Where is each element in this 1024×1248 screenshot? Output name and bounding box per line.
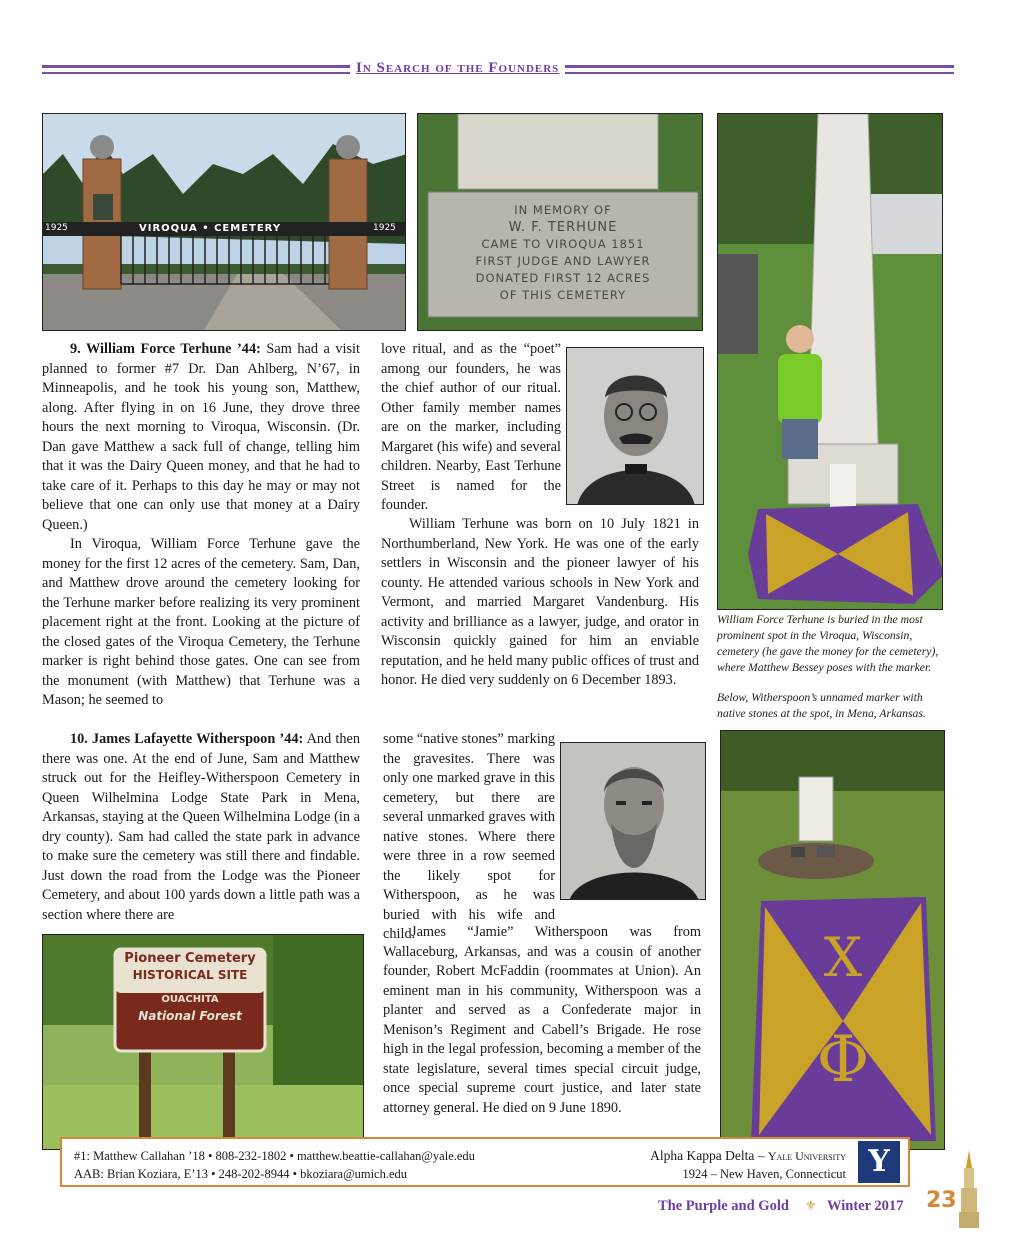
- section10-text: And then there was one. At the end of June, Sam and Matthew struck out for the Heifley-Witherspoon Cemetery in Queen Wilhelmina Lodge State Park in Mena, Arkansas, staying at the Queen Wilhelmina Lodge (in a dry county). Sam had called the state park in advance to make sure the cemetery was still there and findable. Just down the road from the Lodge was the Pioneer Cemetery, and about 100 yards down a little path was a section where there are: [42, 731, 360, 923]
- section9-paragraph2: In Viroqua, William Force Terhune gave the money for the first 12 acres of the cemetery. Sam, Dan, and Matthew drove around the cemetery looking for the Terhune marker before realizing its very prominent placement right at the front. Looking at the picture of the closed gates of the Viroqua Cemetery, the Terhune marker is right behind those gates. One can see from the monument (with Matthew) that Terhune was a Mason; he seemed to: [42, 536, 360, 708]
- witherspoon-caption: Below, Witherspoon’s unnamed marker with native stones at the spot, in Mena, Arkansas.: [717, 691, 926, 720]
- yale-logo-letter: Y: [868, 1144, 890, 1179]
- footer-contact-box: [60, 1137, 910, 1187]
- chapter-name: Alpha Kappa Delta: [650, 1148, 755, 1163]
- yale-logo-icon: [858, 1141, 900, 1183]
- terhune-caption: William Force Terhune is buried in the most prominent spot in the Viroqua, Wisconsin, cemetery (he gave the money for the cemetery), where Matthew Bessey poses with the marker.: [717, 613, 939, 674]
- school-name: Yale University: [767, 1149, 846, 1163]
- section9-col2-bottom: [381, 515, 699, 691]
- crest-icon: ⚜: [805, 1198, 817, 1213]
- section10-col2-paragraph1: some “native stones” marking the gravesites. There was only one marked grave in this cemetery, but there are several unmarked graves with native stones. Where there were three in a row seemed the likely spot for Witherspoon, as he was buried with his wife and child.: [383, 731, 555, 942]
- marker-inscription: [438, 202, 688, 304]
- footer-chapter-info: [650, 1147, 846, 1183]
- issue-season: Winter 2017: [827, 1198, 904, 1214]
- section10-col1: [42, 730, 360, 925]
- sign-line-2: HISTORICAL SITE: [132, 968, 248, 982]
- marker-line: OF THIS CEMETERY: [499, 288, 627, 302]
- section9-col2-paragraph2: William Terhune was born on 10 July 1821 in Northumberland, New York. He was one of the early settlers in Wisconsin and the pioneer lawyer of his county. He attended various schools in New York and Vermont, and married Margaret Vandenburg. His activity and brilliance as a lawyer, judge, and orator in Wisconsin quickly gained for him an enviable reputation, and he held many public offices of trust and honor. He died very suddenly on 6 December 1893.: [381, 516, 699, 688]
- section-title: In Search of the Founders: [350, 60, 565, 77]
- terhune-marker-photo: [417, 113, 703, 331]
- marker-line: DONATED FIRST 12 ACRES: [475, 271, 651, 285]
- sign-line-1: Pioneer Cemetery: [124, 951, 256, 966]
- section9-col2-paragraph1: love ritual, and as the “poet” among our founders, he was the chief author of our ritual. Other family member names are on the marker, including Margaret (his wife) and several children. Nearby, East Terhune Street is named for the founder.: [381, 341, 561, 513]
- gate-sign-left: 1925: [45, 223, 68, 233]
- cemetery-gates-photo: [42, 113, 406, 331]
- section10-col2-bottom: [383, 923, 701, 1118]
- pioneer-cemetery-sign-photo: [42, 934, 364, 1150]
- section9-col1: [42, 340, 360, 711]
- section9-col2-top: [381, 340, 561, 516]
- founded-line: 1924 – New Haven, Connecticut: [682, 1167, 846, 1181]
- section10-col2-paragraph2: James “Jamie” Witherspoon was from Wallaceburg, Arkansas, and was a cousin of another founder, Robert McFaddin (roommates at Union). An eminent man in his community, Witherspoon was a planter and served as a Confederate major in Menison’s Regiment and Cabell’s Brigade. He rose high in the legal profession, becoming a member of the state legislature, several times special circuit judge, once special supreme court justice, and later state attorney general. He died on 9 June 1890.: [383, 924, 701, 1116]
- svg-text:X: X: [823, 926, 863, 989]
- section10-heading: 10. James Lafayette Witherspoon ’44:: [70, 731, 304, 747]
- sign-line-4: National Forest: [138, 1009, 242, 1023]
- gate-sign-middle: VIROQUA • CEMETERY: [139, 223, 282, 234]
- section10-col2-top: [383, 730, 555, 945]
- publication-name: The Purple and Gold: [658, 1198, 789, 1214]
- terhune-monument-photo: [717, 113, 943, 610]
- witherspoon-grave-photo: [720, 730, 945, 1150]
- marker-line: FIRST JUDGE AND LAWYER: [475, 254, 651, 268]
- section9-text: Sam had a visit planned to former #7 Dr. Dan Ahlberg, N’67, in Minneapolis, and he took his young son, Matthew, along. After flying in on 16 June, they drove three hours the next morning to Viroqua, Wisconsin. (Dr. Dan gave Matthew a sack full of change, telling him that it was the Dairy Queen money, and that he had to take care of it. Perhaps to this day he may or may not believe that one can only use that money at a Dairy Queen.): [42, 341, 360, 533]
- section10-paragraph1: [42, 730, 360, 925]
- marker-line: CAME TO VIROQUA 1851: [481, 237, 645, 251]
- contact-line-1: #1: Matthew Callahan ’18 • 808-232-1802 • matthew.beattie-callahan@yale.edu: [74, 1149, 475, 1163]
- section9-heading: 9. William Force Terhune ’44:: [70, 341, 261, 357]
- gate-sign-right: 1925: [373, 223, 396, 233]
- witherspoon-portrait: [560, 742, 706, 900]
- tower-icon: [958, 1150, 980, 1228]
- terhune-portrait: [566, 347, 704, 505]
- footer-contacts: [74, 1147, 475, 1183]
- page-number: 23: [926, 1188, 957, 1213]
- marker-line: IN MEMORY OF: [514, 203, 612, 217]
- sign-text: [115, 951, 265, 1023]
- section9-paragraph1: [42, 340, 360, 535]
- marker-line: W. F. TERHUNE: [508, 220, 618, 235]
- svg-text:Φ: Φ: [816, 1023, 870, 1097]
- sign-line-3: OUACHITA: [161, 994, 219, 1005]
- contact-line-2: AAB: Brian Koziara, E’13 • 248-202-8944 • bkoziara@umich.edu: [74, 1167, 408, 1181]
- chapter-line: Alpha Kappa Delta – Yale University: [650, 1148, 846, 1163]
